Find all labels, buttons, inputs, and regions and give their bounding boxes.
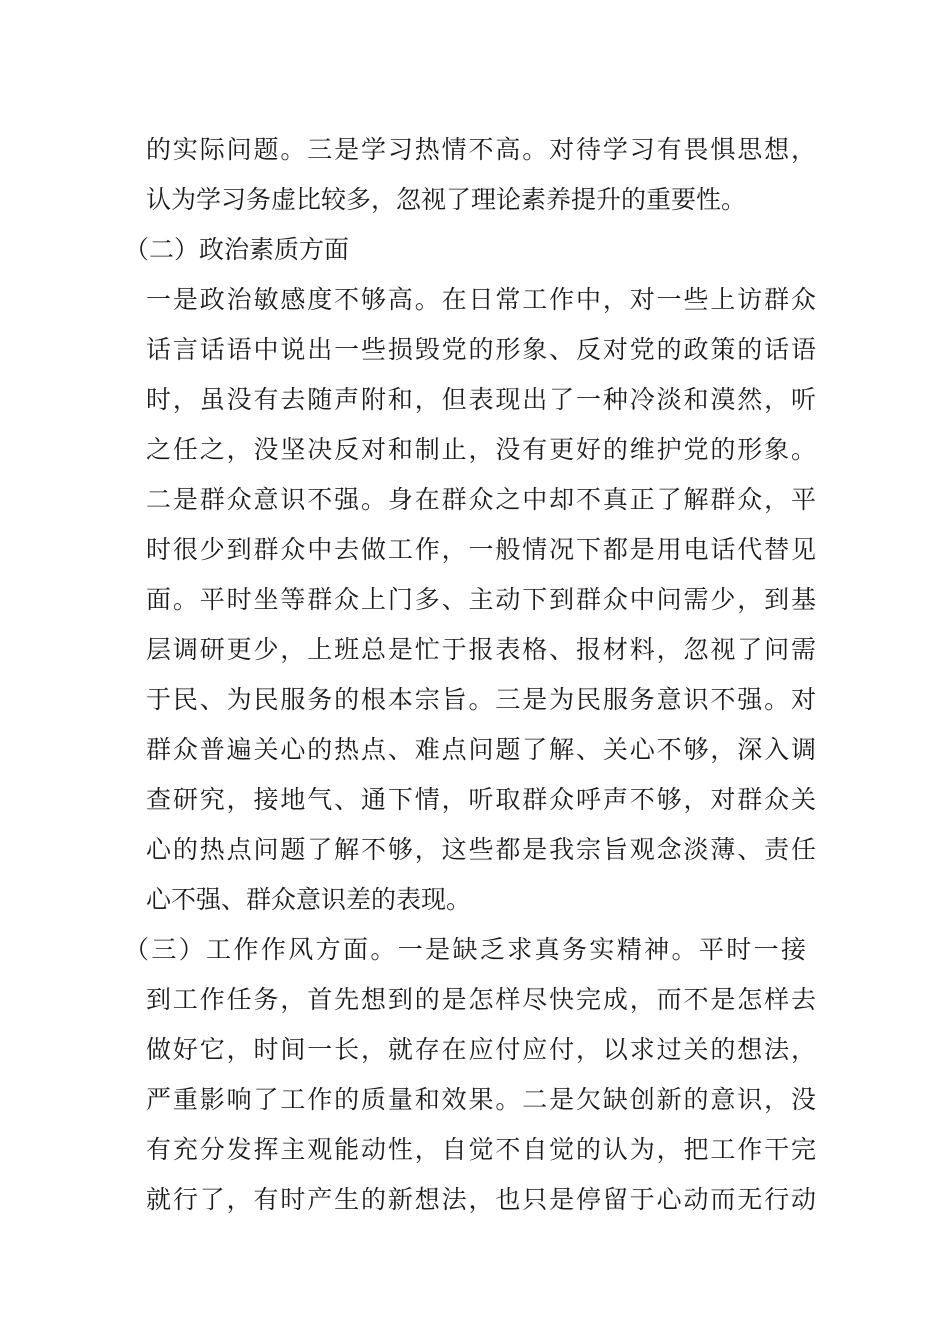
text-line: 一是政治敏感度不够高。在日常工作中，对一些上访群众	[146, 285, 816, 314]
text-line: 就行了，有时产生的新想法，也只是停留于心动而无行动	[146, 1185, 816, 1214]
text-line: 查研究，接地气、通下情，听取群众呼声不够，对群众关	[146, 785, 816, 814]
text-line: 做好它，时间一长，就存在应付应付，以求过关的想法，	[146, 1035, 816, 1064]
text-line: 时很少到群众中去做工作，一般情况下都是用电话代替见	[146, 535, 816, 564]
section-heading-political: （二）政治素质方面	[124, 235, 350, 264]
text-line: 二是群众意识不强。身在群众之中却不真正了解群众，平	[146, 485, 816, 514]
text-line: 到工作任务，首先想到的是怎样尽快完成，而不是怎样去	[146, 985, 816, 1014]
text-line: 时，虽没有去随声附和，但表现出了一种冷淡和漠然，听	[146, 385, 816, 414]
text-line: 话言话语中说出一些损毁党的形象、反对党的政策的话语	[146, 335, 816, 364]
text-line: 的实际问题。三是学习热情不高。对待学习有畏惧思想，	[146, 135, 816, 164]
text-line: 心不强、群众意识差的表现。	[146, 885, 472, 914]
text-line: 认为学习务虚比较多，忽视了理论素养提升的重要性。	[146, 185, 747, 214]
text-line: 于民、为民服务的根本宗旨。三是为民服务意识不强。对	[146, 685, 816, 714]
text-line: 面。平时坐等群众上门多、主动下到群众中问需少，到基	[146, 585, 816, 614]
text-line: 群众普遍关心的热点、难点问题了解、关心不够，深入调	[146, 735, 816, 764]
text-line: 心的热点问题了解不够，这些都是我宗旨观念淡薄、责任	[146, 835, 816, 864]
text-line: 严重影响了工作的质量和效果。二是欠缺创新的意识，没	[146, 1085, 816, 1114]
section-heading-work-style: （三）工作作风方面。一是缺乏求真务实精神。平时一接	[124, 935, 806, 964]
text-line: 有充分发挥主观能动性，自觉不自觉的认为，把工作干完	[146, 1135, 816, 1164]
text-line: 层调研更少，上班总是忙于报表格、报材料，忽视了问需	[146, 635, 816, 664]
text-line: 之任之，没坚决反对和制止，没有更好的维护党的形象。	[146, 435, 816, 464]
